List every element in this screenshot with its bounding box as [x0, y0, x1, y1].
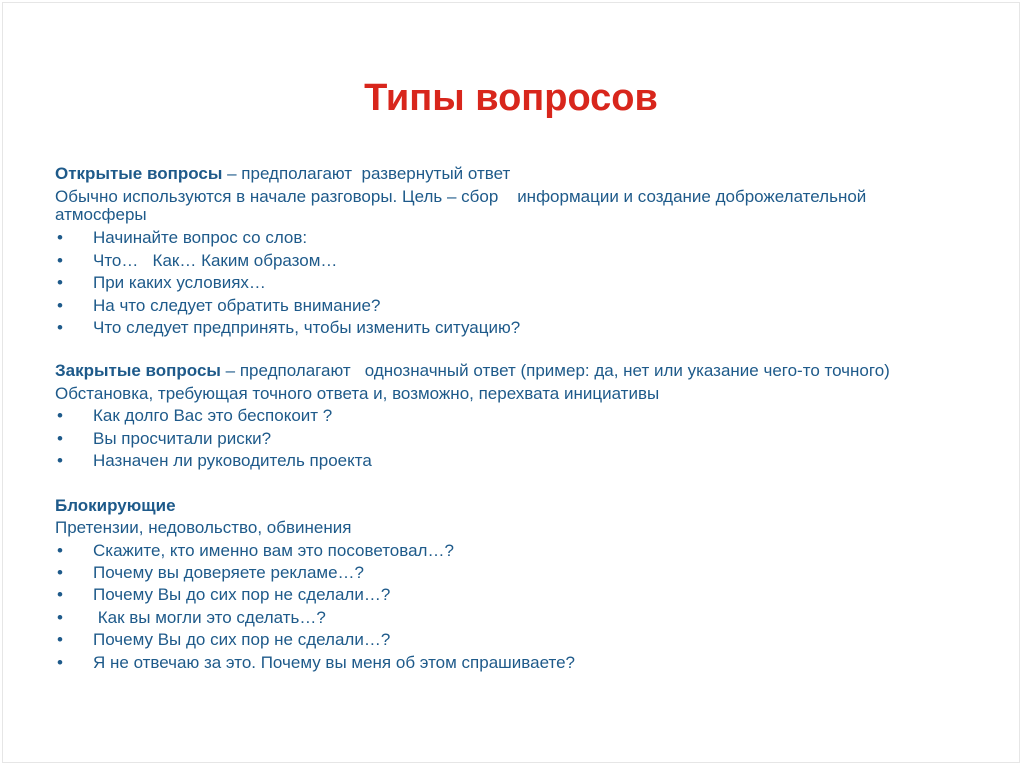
list-item-text: Почему Вы до сих пор не сделали…? [93, 630, 391, 650]
list-item [55, 450, 955, 472]
bullet-marker: • [57, 630, 63, 650]
list-item-text: Как долго Вас это беспокоит ? [93, 406, 333, 426]
list-item [55, 227, 955, 249]
section-heading-line [55, 495, 955, 517]
list-item-text: Почему вы доверяете рекламе…? [93, 563, 364, 583]
bullet-marker: • [57, 428, 63, 448]
bullet-marker: • [57, 540, 63, 560]
bullet-marker: • [57, 273, 63, 293]
list-item [55, 562, 955, 584]
bullet-marker: • [57, 607, 63, 627]
list-item [55, 317, 955, 339]
bullet-marker: • [57, 318, 63, 338]
section-heading: Открытые вопросы [55, 164, 223, 183]
section-heading: Блокирующие [55, 495, 176, 515]
bullet-marker: • [57, 563, 63, 583]
bullet-marker: • [57, 228, 63, 248]
list-item [55, 540, 955, 562]
list-item-text: При каких условиях… [93, 273, 266, 293]
section-spacer [55, 339, 955, 361]
section-heading: Закрытые вопросы [55, 360, 221, 380]
list-item-text: Начинайте вопрос со слов: [93, 228, 308, 248]
section-heading-rest: – предполагают развернутый ответ [222, 164, 511, 183]
section-closed-questions [55, 362, 955, 473]
list-item [55, 584, 955, 606]
list-item-text: Что следует предпринять, чтобы изменить ситуацию? [93, 318, 521, 338]
list-item [55, 428, 955, 450]
bullet-marker: • [57, 585, 63, 605]
section-heading-line [55, 163, 955, 185]
section-heading-rest: – предполагают однозначный ответ (пример: да, нет или указание чего-то точного) [220, 360, 890, 380]
list-item [55, 652, 955, 674]
section-description: Претензии, недовольство, обвинения [55, 518, 352, 538]
bullet-marker: • [57, 250, 63, 270]
bullet-marker: • [57, 652, 63, 672]
list-item-text: Как вы могли это сделать…? [93, 607, 326, 627]
section-heading-line [55, 362, 955, 380]
section-description: Обычно используются в начале разговоры. Цель – сбор информации и создание доброжелательной атмосферы [55, 187, 872, 225]
section-description: Обстановка, требующая точного ответа и, возможно, перехвата инициативы [55, 383, 660, 403]
list-item-text: Вы просчитали риски? [93, 428, 272, 448]
list-item [55, 272, 955, 294]
list-item-text: Что… Как… Каким образом… [93, 250, 338, 270]
list-item-text: Почему Вы до сих пор не сделали…? [93, 585, 391, 605]
list-item-text: На что следует обратить внимание? [93, 295, 381, 315]
bullet-marker: • [57, 406, 63, 426]
list-item [55, 405, 955, 427]
slide-title: Типы вопросов [364, 77, 658, 119]
slide [2, 2, 1020, 763]
list-item [55, 607, 955, 629]
list-item-text: Назначен ли руководитель проекта [93, 451, 372, 471]
list-item [55, 295, 955, 317]
list-item [55, 250, 955, 272]
list-item-text: Скажите, кто именно вам это посоветовал…? [93, 540, 454, 560]
section-spacer [55, 472, 955, 494]
section-blocking-questions [55, 495, 955, 674]
bullet-marker: • [57, 451, 63, 471]
section-open-questions [55, 163, 955, 339]
list-item [55, 629, 955, 651]
list-item-text: Я не отвечаю за это. Почему вы меня об этом спрашиваете? [93, 652, 575, 672]
slide-body [55, 163, 955, 674]
bullet-marker: • [57, 295, 63, 315]
